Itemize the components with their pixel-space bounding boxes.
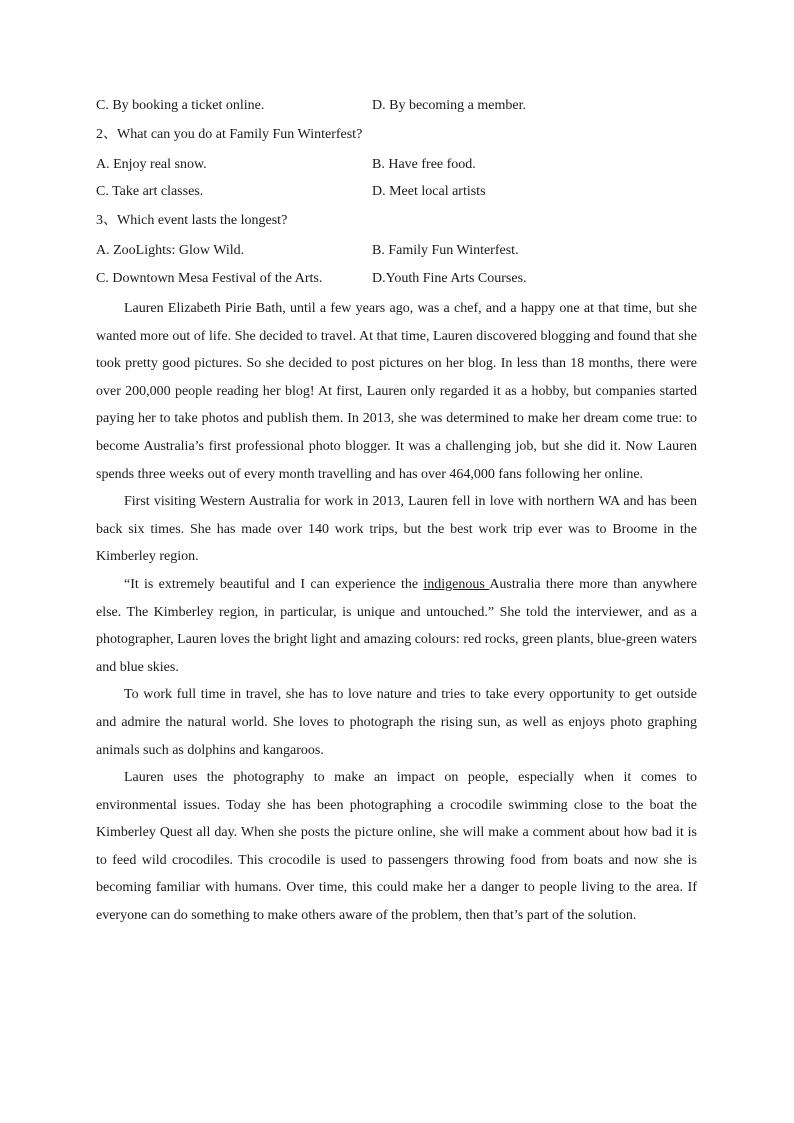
q2-option-a: A. Enjoy real snow. [96, 157, 207, 172]
passage-paragraph-4: To work full time in travel, she has to love nature and tries to take every opportunity to get outside and admire the natural world. She loves to photograph the rising sun, as well as enjoys photo graphing animals such as dolphins and kangaroos. [96, 687, 697, 758]
reading-passage [96, 295, 697, 930]
passage-paragraph-2: First visiting Western Australia for work in 2013, Lauren fell in love with northern WA and has been back six times. She has made over 140 work trips, but the best work trip ever was to Broome in the Kimberley region. [96, 494, 697, 565]
q2-option-d: D. Meet local artists [372, 184, 486, 199]
p3-text-after: Australia there more than anywhere else. The Kimberley region, in particular, is unique and untouched.” She told the interviewer, and as a photographer, Lauren loves the bright light and amazing colours: red rocks, green plants, blue-green waters and blue skies. [96, 576, 697, 675]
q3-stem: 3、Which event lasts the longest? [96, 213, 288, 228]
p3-text-before: “It is extremely beautiful and I can experience the [124, 576, 424, 592]
passage-paragraph-3 [96, 571, 697, 681]
q3-option-a: A. ZooLights: Glow Wild. [96, 243, 245, 258]
q3-option-b: B. Family Fun Winterfest. [372, 243, 519, 258]
passage-paragraph-5: Lauren uses the photography to make an impact on people, especially when it comes to environmental issues. Today she has been photographing a crocodile swimming close to the boat the Kimberley Quest all day. When she posts the picture online, she will make a comment about how bad it is to feed wild crocodiles. This crocodile is used to passengers throwing food from boats and now she is becoming familiar with humans. Over time, this could make her a danger to people living to the area. If everyone can do something to make others aware of the problem, then that’s part of the solution. [96, 770, 697, 924]
q2-stem: 2、What can you do at Family Fun Winterfest? [96, 127, 363, 142]
q2-option-c: C. Take art classes. [96, 184, 204, 199]
q2-option-b: B. Have free food. [372, 157, 476, 172]
q1-option-c: C. By booking a ticket online. [96, 98, 265, 113]
q3-option-c: C. Downtown Mesa Festival of the Arts. [96, 271, 323, 286]
q1-option-d: D. By becoming a member. [372, 98, 526, 113]
passage-paragraph-1: Lauren Elizabeth Pirie Bath, until a few years ago, was a chef, and a happy one at that time, but she wanted more out of life. She decided to travel. At that time, Lauren discovered blogging and found that she took pretty good pictures. So she decided to post pictures on her blog. In less than 18 months, there were over 200,000 people reading her blog! At first, Lauren only regarded it as a hobby, but companies started paying her to take photos and publish them. In 2013, she was determined to make her dream come true: to become Australia’s first professional photo blogger. It was a challenging job, but she did it. Now Lauren spends three weeks out of every month travelling and has over 464,000 fans following her online. [96, 301, 697, 482]
underlined-word-indigenous: indigenous [423, 576, 490, 592]
q3-option-d: D.Youth Fine Arts Courses. [372, 271, 527, 286]
